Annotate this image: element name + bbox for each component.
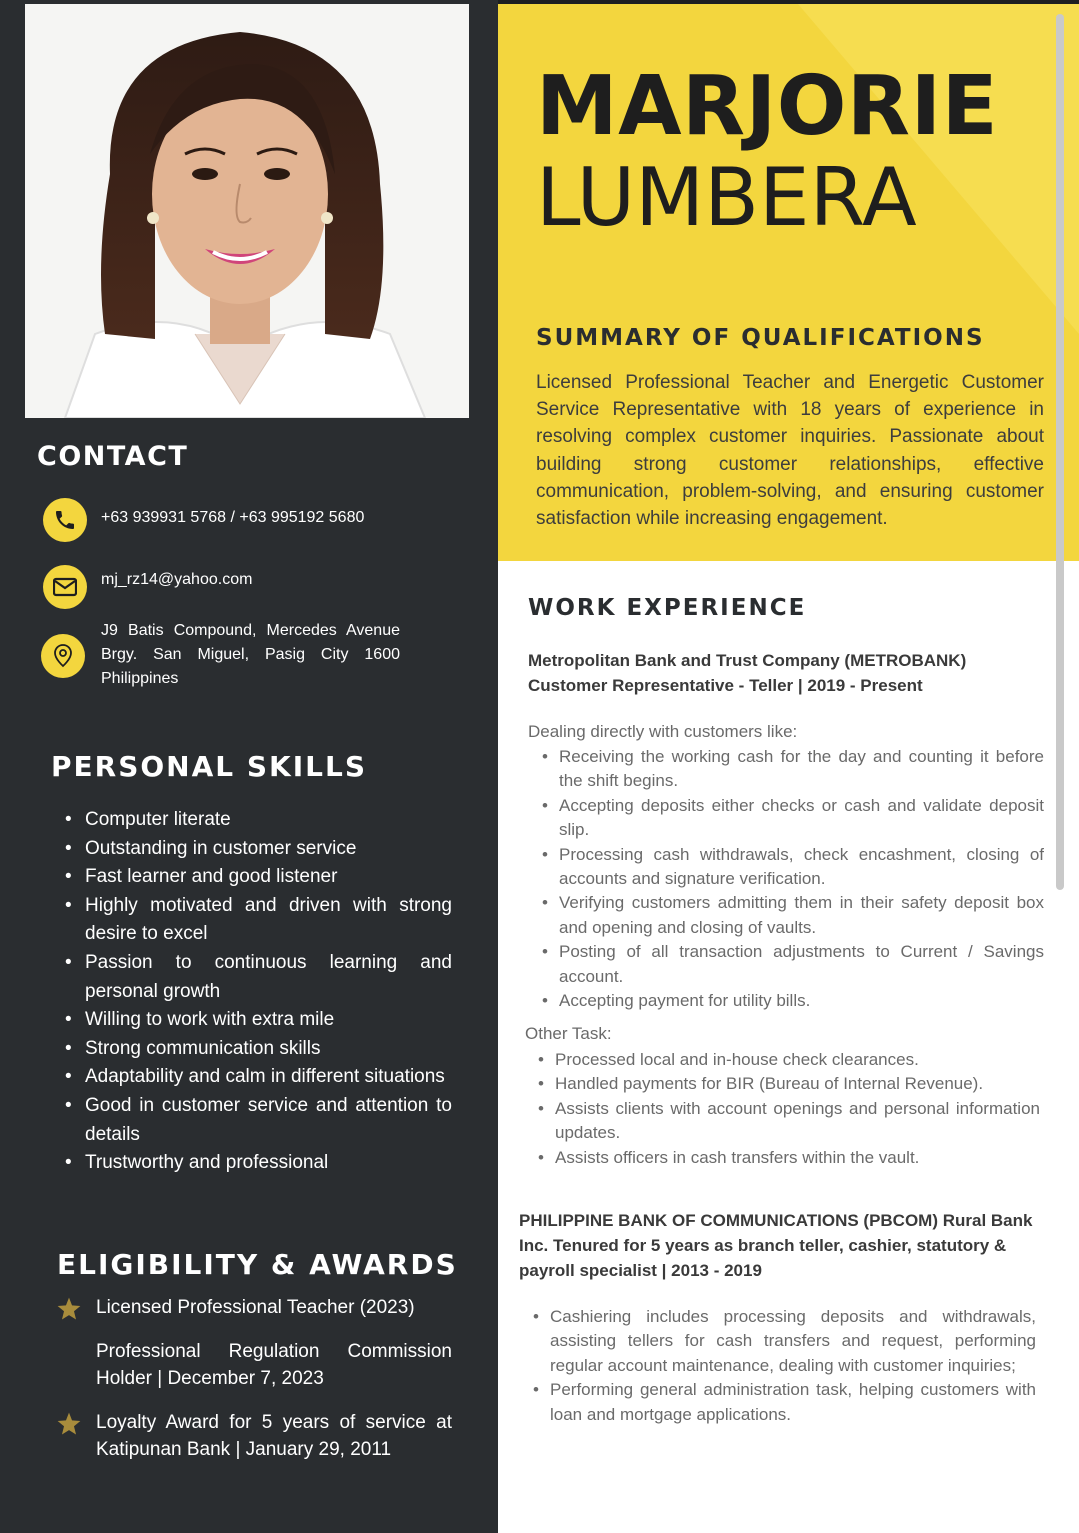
phone-icon	[43, 498, 87, 542]
job2-duties	[531, 1305, 1036, 1427]
skill-item: • Outstanding in customer service	[65, 835, 452, 864]
skill-item: • Passion to continuous learning and personal growth	[65, 949, 452, 1006]
summary-title: SUMMARY OF QUALIFICATIONS	[536, 325, 985, 351]
skill-item: • Trustworthy and professional	[65, 1149, 452, 1178]
location-icon	[41, 634, 85, 678]
job2-heading: PHILIPPINE BANK OF COMMUNICATIONS (PBCOM) Rural Bank Inc. Tenured for 5 years as branch teller, cashier, statutory & payroll specialist | 2013 - 2019	[519, 1211, 1033, 1280]
address-text: J9 Batis Compound, Mercedes Avenue Brgy. San Miguel, Pasig City 1600 Philippines	[101, 622, 400, 687]
skill-item: • Willing to work with extra mile	[65, 1006, 452, 1035]
mail-icon	[43, 565, 87, 609]
award-1-detail: Professional Regulation Commission Holder | December 7, 2023	[96, 1341, 452, 1389]
duty-item: • Processed local and in-house check clearances.	[536, 1048, 1040, 1072]
duty-item: • Accepting payment for utility bills.	[540, 989, 1044, 1013]
job1-role: Customer Representative - Teller | 2019 - Present	[528, 676, 923, 695]
duty-item: • Posting of all transaction adjustments to Current / Savings account.	[540, 940, 1044, 989]
skill-item: • Highly motivated and driven with strong desire to excel	[65, 892, 452, 949]
contact-title: CONTACT	[37, 441, 189, 472]
scrollbar[interactable]	[1056, 14, 1064, 890]
other-task-list	[536, 1048, 1040, 1170]
duty-item: • Handled payments for BIR (Bureau of Internal Revenue).	[536, 1072, 1040, 1096]
award-2-title: Loyalty Award for 5 years of service at Katipunan Bank | January 29, 2011	[96, 1412, 452, 1460]
duty-item: • Verifying customers admitting them in their safety deposit box and opening and closing of vaults.	[540, 891, 1044, 940]
duty-item: • Processing cash withdrawals, check encashment, closing of accounts and signature verification.	[540, 843, 1044, 892]
duty-item: • Performing general administration task, helping customers with loan and mortgage applications.	[531, 1378, 1036, 1427]
skill-item: • Strong communication skills	[65, 1035, 452, 1064]
duty-item: • Assists officers in cash transfers within the vault.	[536, 1146, 1040, 1170]
skills-list	[65, 806, 452, 1178]
star-icon	[56, 1411, 82, 1437]
duty-item: • Receiving the working cash for the day and counting it before the shift begins.	[540, 745, 1044, 794]
star-icon	[56, 1296, 82, 1322]
email-text: mj_rz14@yahoo.com	[101, 571, 253, 588]
job1-company: Metropolitan Bank and Trust Company (METROBANK)	[528, 651, 967, 670]
duty-item: • Cashiering includes processing deposits and withdrawals, assisting tellers for cash transfers and request, performing regular account maintenance, dealing with customer inquiries;	[531, 1305, 1036, 1378]
profile-photo	[25, 4, 469, 418]
phone-text: +63 939931 5768 / +63 995192 5680	[101, 509, 365, 526]
duty-item: • Accepting deposits either checks or cash and validate deposit slip.	[540, 794, 1044, 843]
skill-item: • Good in customer service and attention to details	[65, 1092, 452, 1149]
other-task-intro: Other Task:	[525, 1024, 612, 1043]
duty-item: • Assists clients with account openings and personal information updates.	[536, 1097, 1040, 1146]
skills-title: PERSONAL SKILLS	[51, 750, 368, 783]
last-name: LUMBERA	[536, 151, 917, 244]
job1-intro: Dealing directly with customers like:	[528, 722, 798, 741]
award-1-title: Licensed Professional Teacher (2023)	[96, 1297, 415, 1318]
portrait-illustration	[25, 4, 469, 418]
job1-duties	[540, 745, 1044, 1013]
skill-item: • Fast learner and good listener	[65, 863, 452, 892]
work-experience-title: WORK EXPERIENCE	[528, 595, 807, 621]
first-name: MARJORIE	[536, 59, 999, 154]
summary-text: Licensed Professional Teacher and Energetic Customer Service Representative with 18 years of experience in resolving complex customer inquiries. Passionate about building strong customer relationships, effective communication, problem-solving, and ensuring customer satisfaction while increasing engagement.	[536, 372, 1044, 530]
awards-title: ELIGIBILITY & AWARDS	[57, 1248, 458, 1281]
skill-item: • Adaptability and calm in different situations	[65, 1063, 452, 1092]
skill-item: • Computer literate	[65, 806, 452, 835]
